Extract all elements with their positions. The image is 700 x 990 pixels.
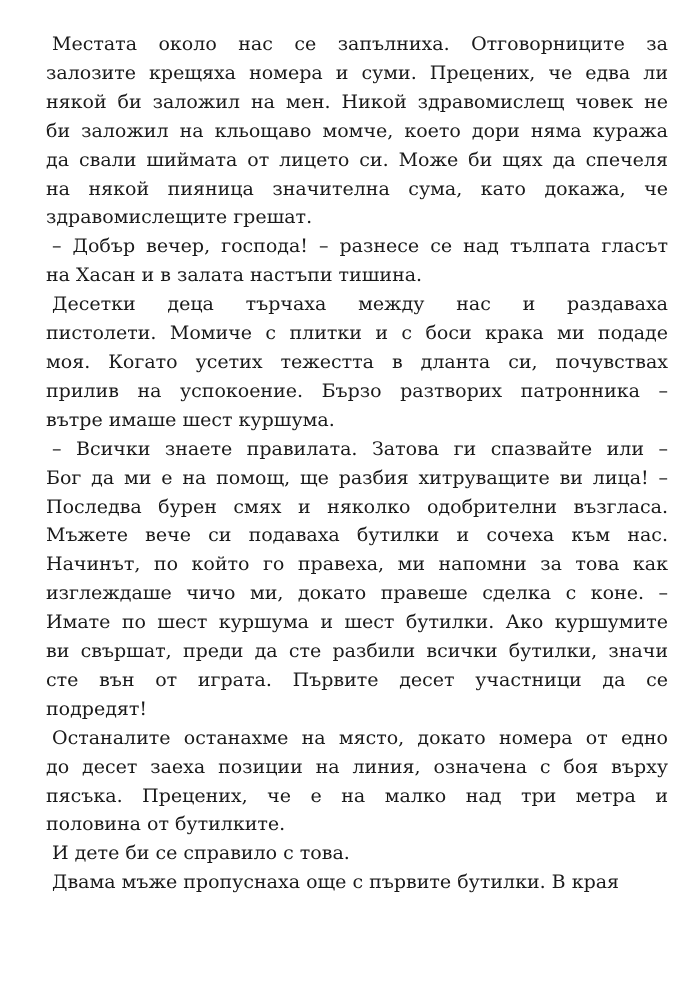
page-text xyxy=(46,30,668,897)
text-line: пистолети. Момиче с плитки и с боси крака ми подаде xyxy=(46,322,668,345)
text-line: Двама мъже пропуснаха още с първите бутилки. В края xyxy=(52,871,620,894)
text-line: Имате по шест куршума и шест бутилки. Ако куршумите xyxy=(46,611,668,634)
paragraph xyxy=(46,435,668,724)
paragraph xyxy=(46,232,668,290)
text-line: – Добър вечер, господа! – разнесе се над тълпата гласът xyxy=(52,235,668,258)
text-line: И дете би се справило с това. xyxy=(52,842,350,865)
text-line: сте вън от играта. Първите десет участници да се xyxy=(46,668,668,691)
text-line: Мъжете вече си подаваха бутилки и сочеха към нас. xyxy=(46,524,668,547)
text-line: прилив на успокоение. Бързо разтворих патронника – xyxy=(46,379,668,402)
text-line: да свали шиймата от лицето си. Може би щях да спечеля xyxy=(46,148,668,171)
text-line: вътре имаше шест куршума. xyxy=(46,408,335,431)
text-line: Десетки деца търчаха между нас и раздаваха xyxy=(52,293,668,316)
text-line: изглеждаше чичо ми, докато правеше сделка с коне. – xyxy=(46,582,668,605)
text-line: би заложил на кльощаво момче, което дори няма куража xyxy=(46,119,668,142)
paragraph xyxy=(46,724,668,840)
text-line: Начинът, по който го правеха, ми напомни за това как xyxy=(46,553,668,576)
paragraph xyxy=(46,868,668,897)
paragraph xyxy=(46,30,668,232)
text-line: здравомислещите грешат. xyxy=(46,206,313,229)
text-line: пясъка. Прецених, че е на малко над три метра и xyxy=(46,784,668,807)
text-line: моя. Когато усетих тежестта в дланта си, почувствах xyxy=(46,350,668,373)
text-line: до десет заеха позиции на линия, означена с боя върху xyxy=(46,755,668,778)
paragraph xyxy=(46,290,668,435)
text-line: подредят! xyxy=(46,697,148,720)
text-line: на някой пияница значителна сума, като докажа, че xyxy=(46,177,668,200)
text-line: половина от бутилките. xyxy=(46,813,286,836)
text-line: Местата около нас се запълниха. Отговорниците за xyxy=(52,33,668,55)
text-line: ви свършат, преди да сте разбили всички бутилки, значи xyxy=(46,640,668,663)
paragraph xyxy=(46,839,668,868)
text-line: на Хасан и в залата настъпи тишина. xyxy=(46,264,423,287)
text-line: Останалите останахме на място, докато номера от едно xyxy=(52,726,668,749)
text-line: Последва бурен смях и няколко одобрителни възгласа. xyxy=(46,495,668,518)
text-line: залозите крещяха номера и суми. Прецених, че едва ли xyxy=(46,61,668,84)
text-line: – Всички знаете правилата. Затова ги спазвайте или – xyxy=(52,437,668,460)
text-line: Бог да ми е на помощ, ще разбия хитруващите ви лица! – xyxy=(46,466,668,489)
text-line: някой би заложил на мен. Никой здравомислещ човек не xyxy=(46,90,668,113)
